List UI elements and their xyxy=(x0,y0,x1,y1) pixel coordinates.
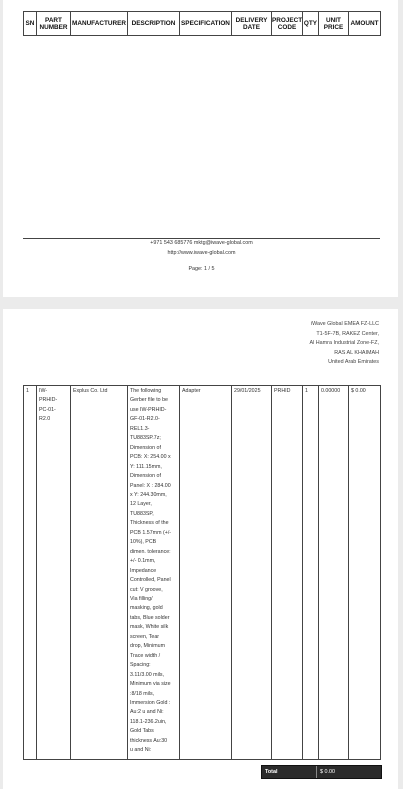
col-header-unit-price: UNIT PRICE xyxy=(319,12,349,36)
document-page-1 xyxy=(3,0,398,297)
part-number-line: PC-01- xyxy=(39,406,56,413)
description-line: 10%), PCB xyxy=(130,539,157,546)
col-header-sn: SN xyxy=(24,12,37,36)
description-line: Panel: X : 284.00 xyxy=(130,482,171,489)
description-line: Immersion Gold : xyxy=(130,699,171,706)
description-line: Au:2 u and Ni: xyxy=(130,709,164,716)
description-line: x Y: 244.30mm, xyxy=(130,491,167,498)
description-line: u and Ni: xyxy=(130,747,152,754)
description-line: Gold Tabs xyxy=(130,728,154,735)
description-line: TU883SP, xyxy=(130,510,154,517)
company-address xyxy=(310,320,380,368)
total-divider xyxy=(316,766,317,778)
description-line: tabs, Blue solder xyxy=(130,614,170,621)
cell-unit-price: 0.00000 xyxy=(319,386,349,760)
description-line: The following xyxy=(130,388,162,394)
description-line: TU883SP.7z; xyxy=(130,435,161,442)
description-line: use IW-PRHID- xyxy=(130,406,167,413)
description-line: :8/18 mils, xyxy=(130,690,155,697)
description-line: drop, Minimum xyxy=(130,643,166,650)
cell-description xyxy=(128,386,180,760)
address-country: United Arab Emirates xyxy=(328,359,379,365)
description-line: Minimum via size xyxy=(130,681,171,688)
description-line: Dimension of xyxy=(130,444,161,451)
description-line: Impedance xyxy=(130,567,157,574)
part-number-line: IW- xyxy=(39,388,48,394)
document-page-2 xyxy=(3,309,398,789)
col-header-manufacturer: MANUFACTURER xyxy=(71,12,128,36)
total-row xyxy=(261,765,382,779)
description-line: PCB: X: 254.00 x xyxy=(130,454,171,461)
cell-manufacturer: Explus Co. Ltd xyxy=(71,386,128,760)
description-line: 3.11/3.00 mils, xyxy=(130,671,165,678)
description-line: PCB 1.57mm (+/- xyxy=(130,529,172,536)
part-number-line: PRHID- xyxy=(39,397,58,404)
col-header-amount: AMOUNT xyxy=(349,12,381,36)
page-number: Page: 1 / 5 xyxy=(188,266,215,272)
total-label: Total xyxy=(265,769,278,775)
description-line: screen, Tear xyxy=(130,633,160,640)
col-header-delivery-date: DELIVERY DATE xyxy=(232,12,272,36)
footer-website[interactable]: http://www.iwave-global.com xyxy=(167,250,236,256)
description-line: 12 Layer, xyxy=(130,501,152,508)
description-line: dimen. tolerance: xyxy=(130,548,171,555)
cell-sn: 1 xyxy=(24,386,37,760)
description-line: GF-01-R2.0- xyxy=(130,416,160,423)
description-line: Via filling/ xyxy=(130,595,153,602)
description-line: Thickness of the xyxy=(130,520,169,527)
items-table xyxy=(23,385,381,760)
description-line: masking, gold xyxy=(130,605,163,612)
part-number-line: R2.0 xyxy=(39,416,51,423)
description-line: Controlled, Panel xyxy=(130,577,171,584)
cell-qty: 1 xyxy=(303,386,319,760)
footer-divider xyxy=(23,238,380,239)
footer-contact: +971 543 685776 mktg@iwave-global.com xyxy=(150,240,253,246)
description-line: +/- 0.1mm, xyxy=(130,558,156,565)
table-row xyxy=(24,386,381,760)
company-name: iWave Global EMEA FZ-LLC xyxy=(310,321,379,327)
address-line: Al Hamra Industrial Zone-FZ, xyxy=(309,340,379,346)
total-value: $ 0.00 xyxy=(320,768,335,775)
items-table-header xyxy=(23,11,381,36)
description-line: 118.1-236.2uin, xyxy=(130,718,167,725)
col-header-part-number: PART NUMBER xyxy=(37,12,71,36)
description-line: thickness Au:30 xyxy=(130,737,168,744)
description-line: Gerber file to be xyxy=(130,397,168,404)
description-line: REL1.3- xyxy=(130,425,150,432)
description-line: Trace width / xyxy=(130,652,161,659)
cell-amount: $ 0.00 xyxy=(349,386,381,760)
col-header-specification: SPECIFICATION xyxy=(180,12,232,36)
description-line: mask, White silk xyxy=(130,624,169,631)
cell-part-number xyxy=(37,386,71,760)
description-line: Dimension of xyxy=(130,473,161,480)
cell-specification: Adapter xyxy=(180,386,232,760)
cell-delivery-date: 29/01/2025 xyxy=(232,386,272,760)
col-header-qty: QTY xyxy=(303,12,319,36)
col-header-description: DESCRIPTION xyxy=(128,12,180,36)
col-header-project-code: PROJECT CODE xyxy=(272,12,303,36)
cell-project-code: PRHID xyxy=(272,386,303,760)
description-line: cut: V groove, xyxy=(130,586,163,593)
description-line: Y: 111.15mm, xyxy=(130,463,162,470)
description-line: Spacing: xyxy=(130,662,151,669)
address-line: RAS AL KHAIMAH xyxy=(334,349,379,356)
address-line: T1-5F-7B, RAKEZ Center, xyxy=(316,330,379,337)
